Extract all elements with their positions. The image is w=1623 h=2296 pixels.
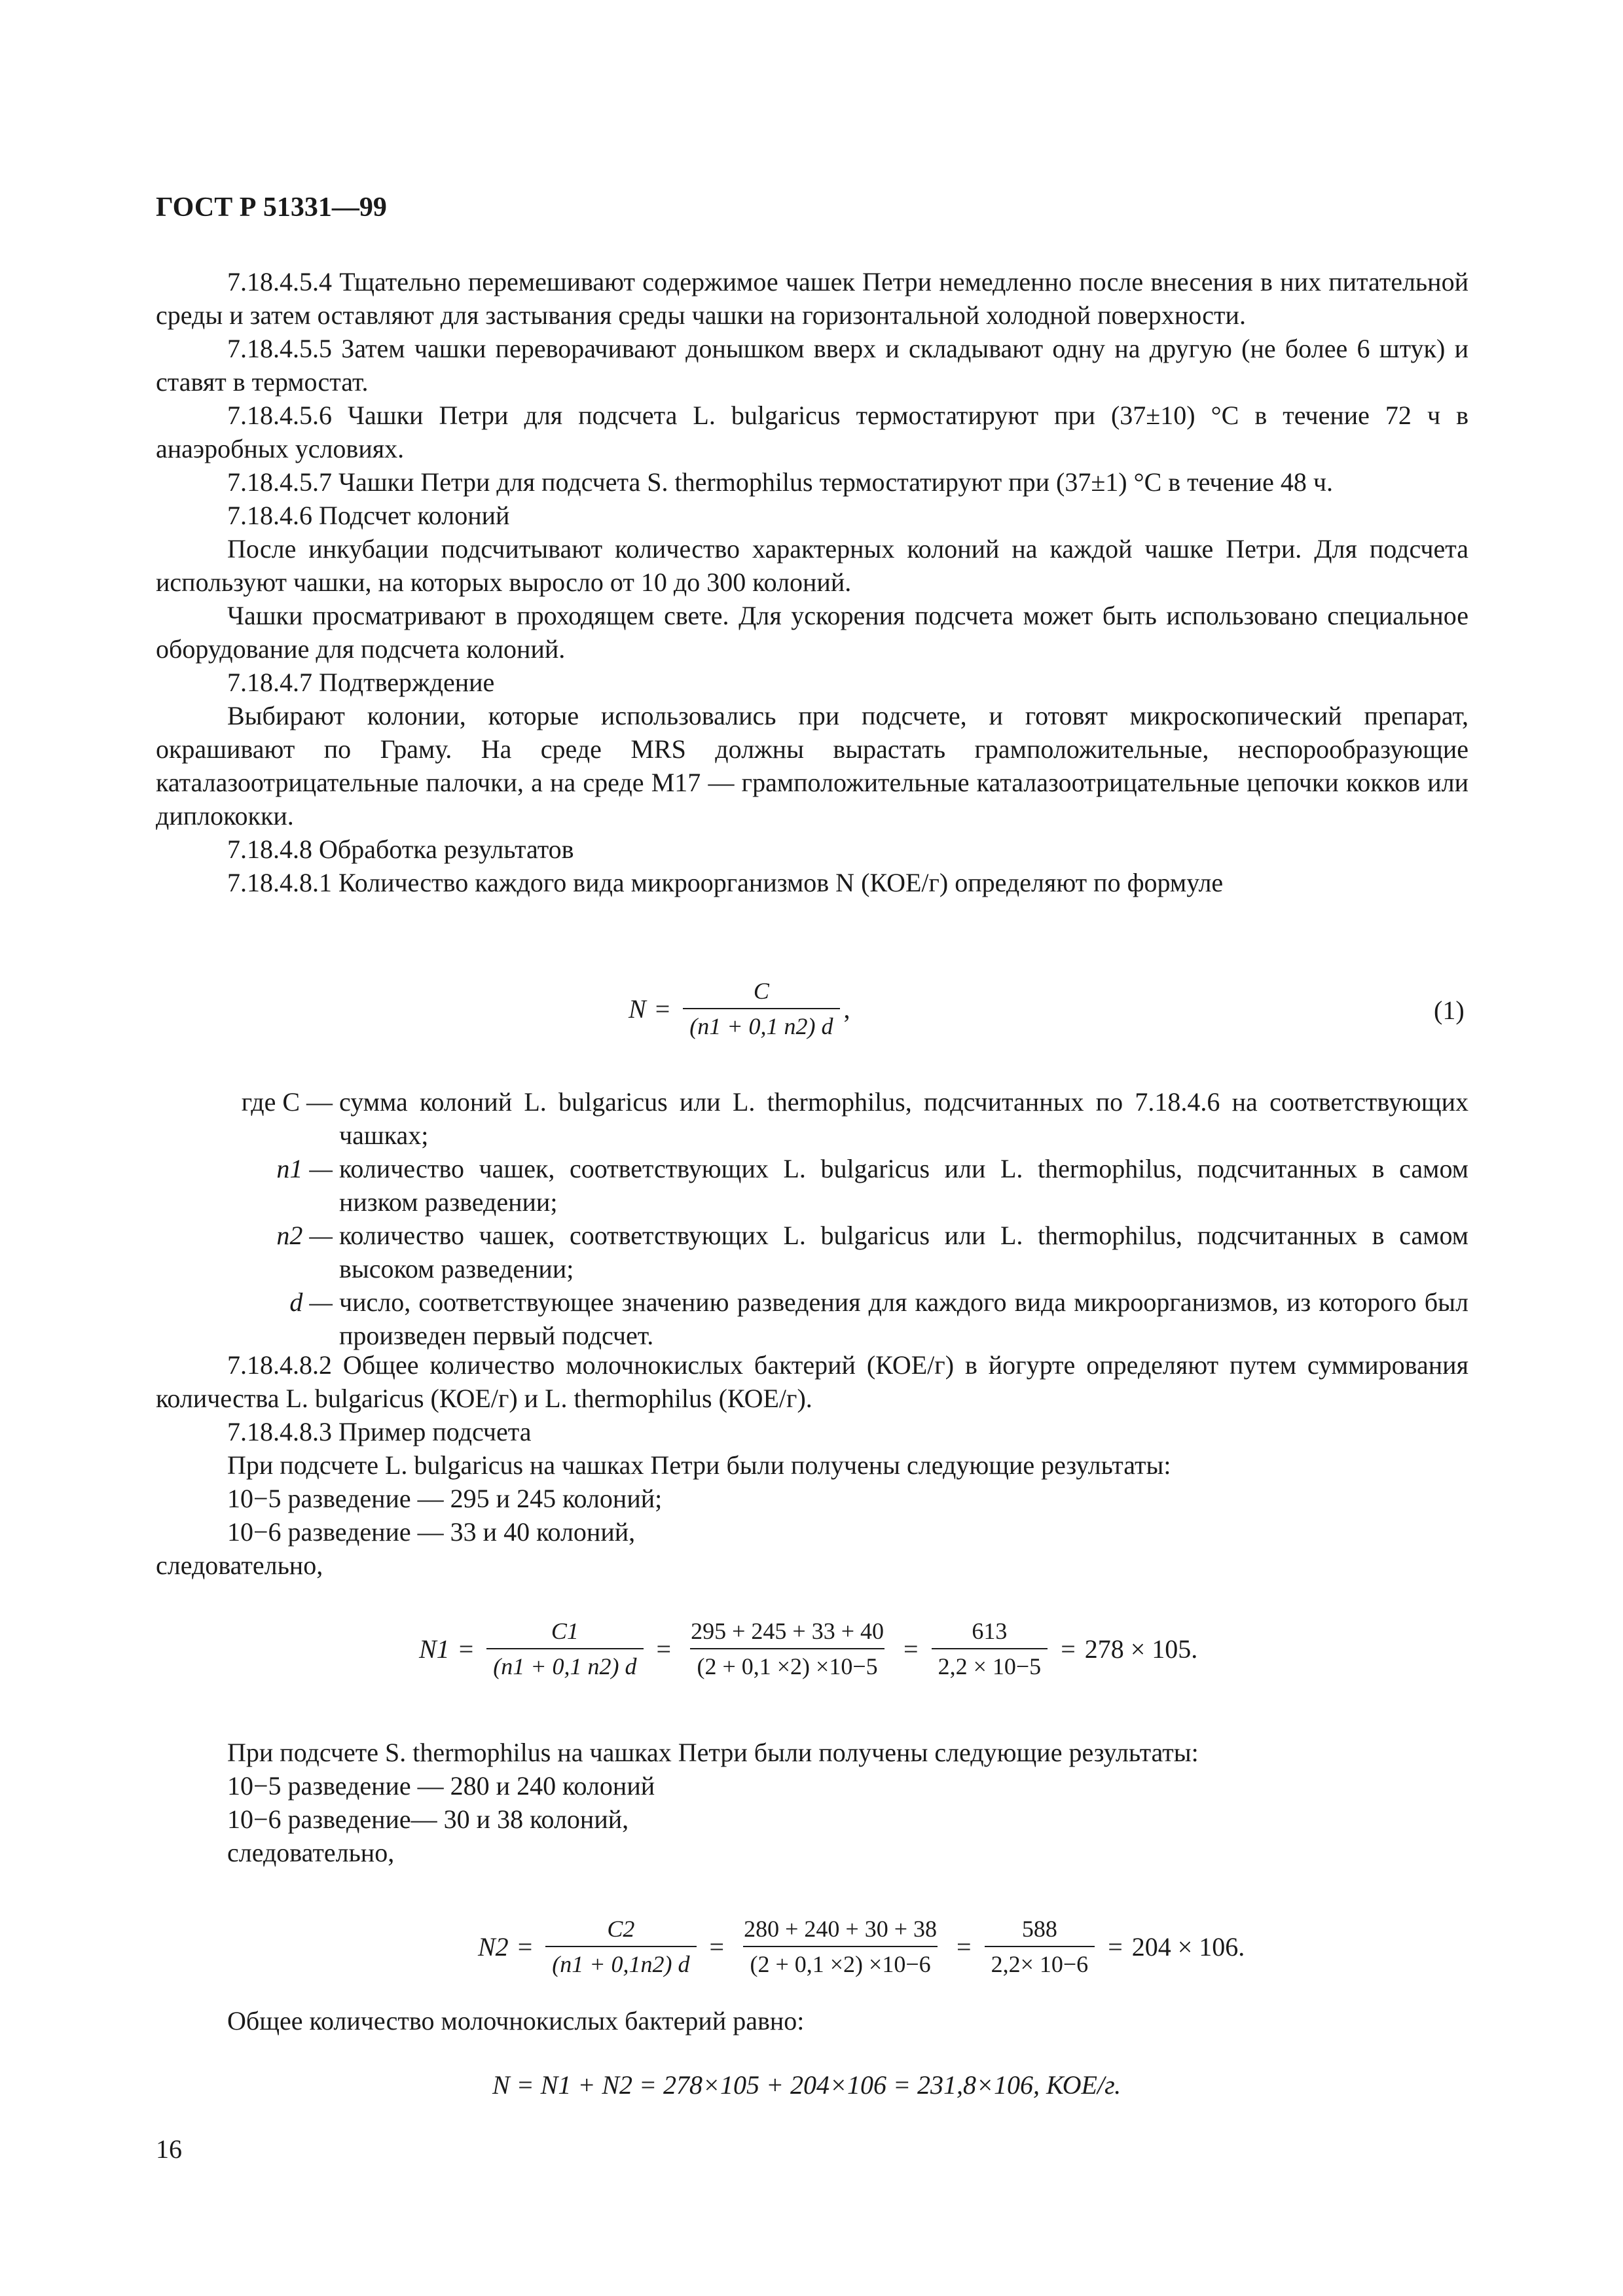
formula-1-denominator: (n1 + 0,1 n2) d (683, 1008, 839, 1041)
formula-1: N = $\frac{C}{(n1 + 0,1 n2) d}$ , (629, 978, 850, 1039)
paragraph: 7.18.4.5.4 Тщательно перемешивают содержимое чашек Петри немедленно после внесения в них питательной среды и затем оставляют для застывания среды чашки на горизонтальной холодной поверхности. (156, 267, 1468, 330)
formula-n1-num-2: 295 + 245 + 33 + 40 (691, 1618, 884, 1644)
formula-n2-num-2: 280 + 240 + 30 + 38 (744, 1916, 938, 1942)
paragraph: 7.18.4.8.3 Пример подсчета (227, 1417, 532, 1446)
formula-n2-result: 204 × 106. (1131, 1931, 1245, 1962)
formula-1-numerator: C (753, 978, 769, 1004)
definition-label: n1 — (276, 1154, 333, 1183)
formula-n1-den-3: 2,2 × 10−5 (932, 1648, 1048, 1681)
formula-n2-fraction-1 (545, 1914, 696, 1979)
definition-item (156, 1152, 1468, 1219)
paragraph: При подсчете L. bulgaricus на чашках Петри были получены следующие результаты: (227, 1450, 1171, 1480)
paragraph: 7.18.4.8.2 Общее количество молочнокислых бактерий (КОЕ/г) в йогурте определяют путем суммирования количества L. bulgaricus (КОЕ/г) и L. thermophilus (КОЕ/г). (156, 1350, 1468, 1413)
formula-1-number: (1) (1434, 996, 1465, 1025)
paragraph: При подсчете S. thermophilus на чашках Петри были получены следующие результаты: (227, 1738, 1199, 1767)
paragraph: Чашки просматривают в проходящем свете. Для ускорения подсчета может быть использовано специальное оборудование для подсчета колоний. (156, 601, 1468, 664)
formula-total (492, 2068, 1121, 2102)
formula-n1-fraction-1 (486, 1617, 643, 1681)
formula-n1-den-1: (n1 + 0,1 n2) d (486, 1648, 643, 1681)
formula-n2: N2 = $\frac{C2}{(n1 + 0,1n2) d}$ = $\frac{280 + 240 + 30 + 38}{(2 + 0,1 \times 2) \times 10-6}$ = $\frac{588}{2,2\times 10-6}$ = 204 × 106. (478, 1916, 1245, 1977)
formula-n1: N1 = $\frac{C1}{(n1 + 0,1 n2) d}$ = $\frac{295 + 245 + 33 + 40}{(2 + 0,1 \times 2) \times 10-5}$ = $\frac{613}{2,2 \times 10-5}$ = 278 × 105. (419, 1618, 1198, 1679)
paragraph: 7.18.4.7 Подтверждение (227, 668, 495, 697)
formula-n2-den-1: (n1 + 0,1n2) d (545, 1946, 696, 1979)
formula-n2-den-3: 2,2× 10−6 (985, 1946, 1095, 1979)
formula-n1-den-2: (2 + 0,1 ×2) ×10−5 (690, 1648, 884, 1681)
section-text-example (156, 1348, 1468, 1582)
paragraph: следовательно, (227, 1838, 395, 1867)
paragraph: 10−5 разведение — 280 и 240 колоний (227, 1771, 655, 1801)
section-text-top (156, 265, 1468, 899)
paragraph: 7.18.4.5.5 Затем чашки переворачивают донышком вверх и складывают одну на другую (не более 6 штук) и ставят в термостат. (156, 334, 1468, 397)
formula-n1-num-1: C1 (551, 1618, 579, 1644)
formula-n2-num-3: 588 (1021, 1916, 1057, 1942)
total-intro (227, 2004, 1468, 2037)
formula-1-tail: , (843, 994, 850, 1024)
formula-n2-lhs: N2 (478, 1931, 509, 1962)
paragraph: После инкубации подсчитывают количество характерных колоний на каждой чашке Петри. Для подсчета используют чашки, на которых выросло от 10 до 300 колоний. (156, 534, 1468, 597)
paragraph: 7.18.4.5.7 Чашки Петри для подсчета S. thermophilus термостатируют при (37±1) °С в течение 48 ч. (227, 467, 1333, 497)
section-text-example-2 (227, 1736, 1468, 1869)
definition-label: n2 — (276, 1221, 333, 1250)
paragraph: следовательно, (156, 1551, 323, 1580)
definition-label: d — (289, 1287, 333, 1317)
definitions-list (156, 1085, 1468, 1352)
definition-text: число, соответствующее значению разведения для каждого вида микроорганизмов, из которого был произведен первый подсчет. (339, 1287, 1468, 1350)
paragraph: 7.18.4.8.1 Количество каждого вида микроорганизмов N (КОЕ/г) определяют по формуле (227, 868, 1224, 897)
definition-text: количество чашек, соответствующих L. bulgaricus или L. thermophilus, подсчитанных в самом высоком разведении; (339, 1221, 1468, 1283)
formula-1-lhs: N (629, 994, 646, 1024)
formula-n1-fraction-3 (932, 1617, 1048, 1681)
formula-n1-fraction-2 (684, 1617, 890, 1681)
definition-item (156, 1219, 1468, 1285)
paragraph: Общее количество молочнокислых бактерий равно: (227, 2006, 805, 2036)
paragraph: 7.18.4.8 Обработка результатов (227, 834, 574, 864)
paragraph: Выбирают колонии, которые использовались при подсчете, и готовят микроскопический препарат, окрашивают по Граму. На среде MRS должны вырастать грамположительные, неспорообразующие каталазоотрицательные палочки, а на среде M17 — грамположительные каталазоотрицательные цепочки кокков или диплококки. (156, 701, 1469, 831)
paragraph: 7.18.4.6 Подсчет колоний (227, 501, 510, 530)
formula-n2-fraction-3 (985, 1914, 1095, 1979)
definition-label: где C — (241, 1087, 333, 1117)
paragraph: 7.18.4.5.6 Чашки Петри для подсчета L. bulgaricus термостатируют при (37±10) °С в течение 72 ч в анаэробных условиях. (156, 401, 1468, 463)
definition-item (156, 1285, 1468, 1352)
formula-n1-num-3: 613 (972, 1618, 1008, 1644)
formula-n2-den-2: (2 + 0,1 ×2) ×10−6 (743, 1946, 937, 1979)
formula-n1-lhs: N1 (419, 1634, 450, 1664)
paragraph: 10−6 разведение — 33 и 40 колоний, (227, 1517, 636, 1547)
page-number: 16 (156, 2134, 182, 2164)
formula-n1-result: 278 × 105. (1084, 1634, 1198, 1664)
paragraph: 10−5 разведение — 295 и 245 колоний; (227, 1484, 663, 1513)
definition-text: количество чашек, соответствующих L. bulgaricus или L. thermophilus, подсчитанных в самом низком разведении; (339, 1154, 1468, 1217)
document-header: ГОСТ Р 51331—99 (156, 192, 387, 223)
paragraph: 10−6 разведение— 30 и 38 колоний, (227, 1804, 629, 1834)
formula-1-fraction (683, 977, 839, 1041)
definition-text: сумма колоний L. bulgaricus или L. thermophilus, подсчитанных по 7.18.4.6 на соответствующих чашках; (339, 1087, 1468, 1150)
formula-total-text: N = N1 + N2 = 278×105 + 204×106 = 231,8×106, КОЕ/г. (492, 2070, 1122, 2100)
definition-item (156, 1085, 1468, 1152)
formula-n2-fraction-2 (737, 1914, 943, 1979)
formula-n2-num-1: C2 (607, 1916, 635, 1942)
